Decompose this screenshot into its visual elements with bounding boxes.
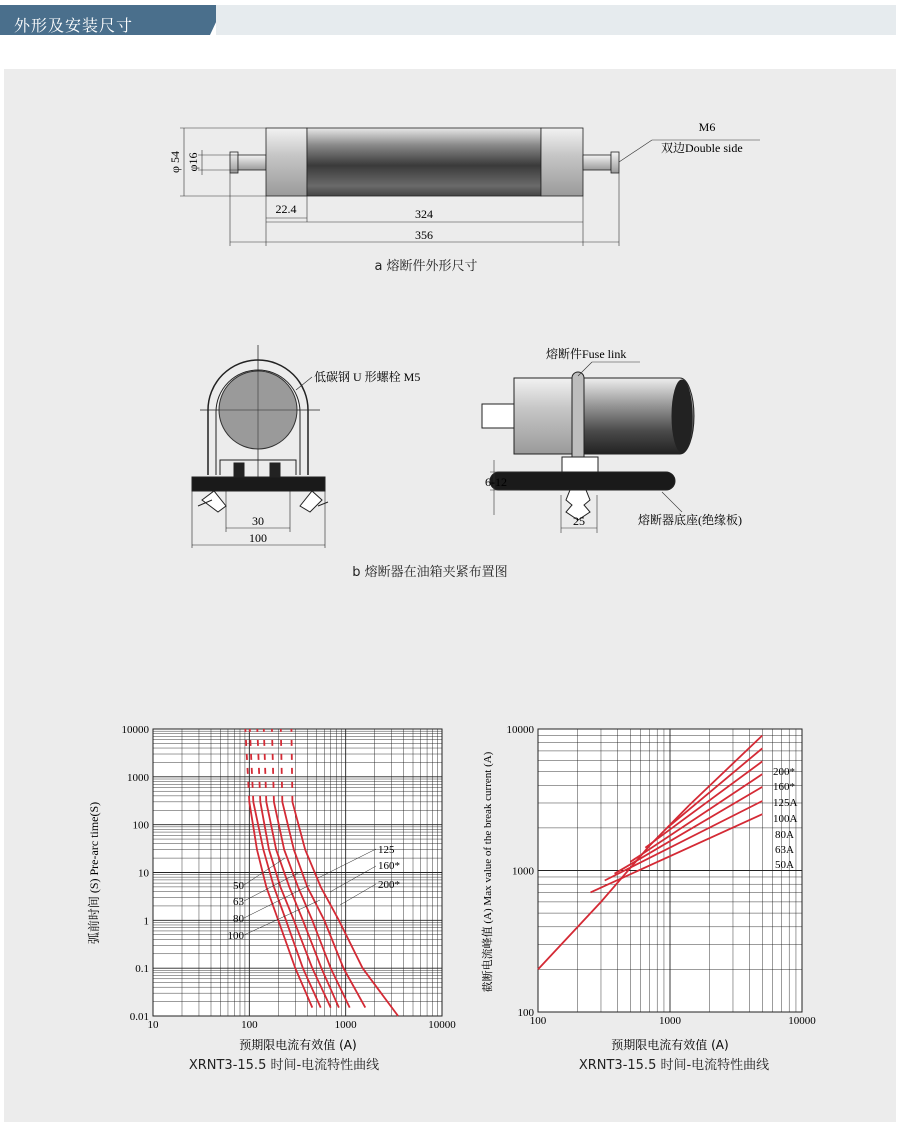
page-title: 外形及安装尺寸 (14, 16, 134, 35)
label-base: 熔断器底座(绝缘板) (638, 513, 742, 527)
y-tick-label: 100 (132, 819, 149, 832)
chart1-xlabel: 预期限电流有效值 (A) (239, 1038, 357, 1052)
series-label: 200* (773, 766, 795, 778)
y-tick-label: 1000 (127, 771, 149, 784)
caption-figure-a: a 熔断件外形尺寸 (374, 259, 478, 274)
series-label: 63 (233, 896, 244, 908)
y-tick-label: 10 (138, 867, 149, 880)
chart2-title: XRNT3-15.5 时间-电流特性曲线 (578, 1058, 770, 1073)
clamp-side-view (482, 372, 694, 520)
label-fuse-link: 熔断件Fuse link (546, 347, 627, 361)
y-tick-label: 0.01 (129, 1011, 149, 1023)
chart1-title: XRNT3-15.5 时间-电流特性曲线 (188, 1058, 380, 1073)
left-pin (238, 155, 266, 170)
label-u-bolt: 低碳钢 U 形螺栓 M5 (314, 370, 421, 384)
y-tick-label: 1 (143, 915, 149, 928)
series-label: 80 (233, 913, 244, 925)
x-tick-label: 100 (529, 1015, 547, 1027)
fuse-pin-stub (482, 404, 518, 428)
dim-6-12: 6-12 (485, 475, 507, 489)
label-double-side: 双边Double side (661, 141, 743, 155)
chart1-ylabel: 弧前时间 (S) Pre-arc time(S) (87, 801, 101, 945)
right-cap (541, 128, 583, 196)
dim-30: 30 (252, 514, 264, 528)
series-label: 63A (775, 844, 794, 856)
x-tick-label: 1000 (659, 1015, 681, 1027)
dim-356: 356 (415, 228, 433, 242)
series-label: 50 (233, 880, 244, 892)
x-tick-label: 10000 (428, 1019, 456, 1031)
y-tick-label: 100 (517, 1007, 534, 1019)
dim-100: 100 (249, 531, 267, 545)
fuse-link-outline-figure (230, 128, 619, 196)
right-end-cap-pin (611, 152, 619, 173)
series-label: 160* (773, 781, 795, 793)
label-m6: M6 (698, 120, 716, 134)
chart2-ylabel: 截断电流峰值 (A) Max value of the break current (A) (482, 751, 494, 993)
right-pin (583, 155, 611, 170)
dim-diameter-16: φ16 (186, 152, 200, 172)
series-label: 200* (378, 879, 400, 891)
y-tick-label: 0.1 (135, 963, 149, 976)
x-tick-label: 10000 (788, 1015, 816, 1027)
fuse-body (307, 128, 541, 196)
caption-figure-b: b 熔断器在油箱夹紧布置图 (352, 565, 508, 580)
series-label: 100A (773, 813, 798, 825)
left-cap (266, 128, 307, 196)
chart2-xlabel: 预期限电流有效值 (A) (611, 1038, 729, 1052)
series-label: 80A (775, 829, 794, 841)
dim-22-4: 22.4 (275, 202, 297, 216)
x-tick-label: 1000 (334, 1019, 357, 1031)
series-label: 160* (378, 860, 400, 872)
dim-324: 324 (415, 207, 433, 221)
x-tick-label: 100 (241, 1019, 258, 1031)
y-tick-label: 10000 (121, 724, 149, 736)
x-tick-label: 10 (147, 1019, 159, 1031)
dim-25: 25 (573, 514, 585, 528)
series-label: 125 (378, 844, 395, 856)
break-current-chart (507, 724, 817, 1027)
series-label: 100 (227, 930, 244, 942)
y-tick-label: 1000 (512, 865, 534, 878)
series-label: 125A (773, 797, 798, 809)
dim-diameter-54: φ 54 (168, 151, 182, 173)
series-label: 50A (775, 859, 794, 871)
time-current-chart (122, 724, 457, 1031)
y-tick-label: 10000 (506, 724, 534, 736)
